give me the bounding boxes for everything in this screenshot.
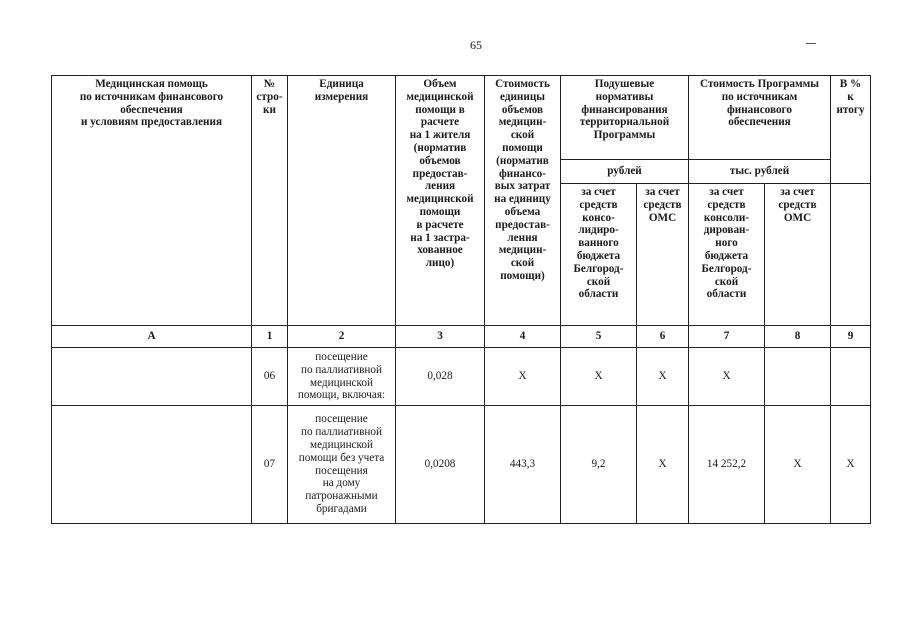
header-unit-thousand-rubles: тыс. рублей bbox=[689, 160, 831, 184]
header-unit: Единица измерения bbox=[288, 76, 396, 326]
column-number-2: 2 bbox=[288, 326, 396, 348]
header-percent-total: В % к итогу bbox=[831, 76, 871, 184]
header-program-cost: Стоимость Программы по источникам финансового обеспечения bbox=[689, 76, 831, 160]
column-number-8: 8 bbox=[765, 326, 831, 348]
cell-volume: 0,0208 bbox=[396, 406, 485, 524]
cell-oms-per-capita: Х bbox=[637, 348, 689, 406]
column-number-1: 1 bbox=[252, 326, 288, 348]
header-per-capita-norms: Подушевые нормативы финансирования территориальной Программы bbox=[561, 76, 689, 160]
cell-percent-total: Х bbox=[831, 406, 871, 524]
cell-unit: посещение по паллиативной медицинской помощи, включая: bbox=[288, 348, 396, 406]
cell-volume: 0,028 bbox=[396, 348, 485, 406]
header-row-number: № стро- ки bbox=[252, 76, 288, 326]
column-number-7: 7 bbox=[689, 326, 765, 348]
cell-unit: посещение по паллиативной медицинской помощи без учета посещения на дому патронажными бригадами bbox=[288, 406, 396, 524]
cell-percent-total bbox=[831, 348, 871, 406]
cell-budget-cost: 14 252,2 bbox=[689, 406, 765, 524]
header-volume: Объем медицинской помощи в расчете на 1 жителя (норматив объемов предостав- ления медицинской помощи в расчете на 1 застра- хованное лицо) bbox=[396, 76, 485, 326]
cell-medical-care bbox=[52, 406, 252, 524]
financing-table bbox=[51, 75, 871, 524]
column-number-9: 9 bbox=[831, 326, 871, 348]
table-row bbox=[52, 348, 871, 406]
header-oms-cost: за счет средств ОМС bbox=[765, 184, 831, 326]
column-number-4: 4 bbox=[485, 326, 561, 348]
header-empty-cell bbox=[831, 184, 871, 326]
header-medical-care: Медицинская помощь по источникам финансового обеспечения и условиям предоставления bbox=[52, 76, 252, 326]
column-number-3: 3 bbox=[396, 326, 485, 348]
header-budget-cost: за счет средств консоли- дирован- ного бюджета Белгород- ской области bbox=[689, 184, 765, 326]
cell-unit-cost: Х bbox=[485, 348, 561, 406]
cell-oms-cost: Х bbox=[765, 406, 831, 524]
header-unit-cost: Стоимость единицы объемов медицин- ской помощи (норматив финансо- вых затрат на единицу объема предостав- ления медицин- ской помощи) bbox=[485, 76, 561, 326]
cell-budget-per-capita: 9,2 bbox=[561, 406, 637, 524]
cell-medical-care bbox=[52, 348, 252, 406]
cell-unit-cost: 443,3 bbox=[485, 406, 561, 524]
corner-mark bbox=[806, 43, 816, 44]
cell-oms-cost bbox=[765, 348, 831, 406]
table-row bbox=[52, 406, 871, 524]
column-number-a: А bbox=[52, 326, 252, 348]
header-unit-rubles: рублей bbox=[561, 160, 689, 184]
header-oms-per-capita: за счет средств ОМС bbox=[637, 184, 689, 326]
cell-row-number: 06 bbox=[252, 348, 288, 406]
cell-budget-per-capita: Х bbox=[561, 348, 637, 406]
column-number-5: 5 bbox=[561, 326, 637, 348]
cell-row-number: 07 bbox=[252, 406, 288, 524]
header-budget-per-capita: за счет средств консо- лидиро- ванного бюджета Белгород- ской области bbox=[561, 184, 637, 326]
column-number-6: 6 bbox=[637, 326, 689, 348]
page-number: 65 bbox=[470, 38, 482, 52]
cell-oms-per-capita: Х bbox=[637, 406, 689, 524]
cell-budget-cost: Х bbox=[689, 348, 765, 406]
